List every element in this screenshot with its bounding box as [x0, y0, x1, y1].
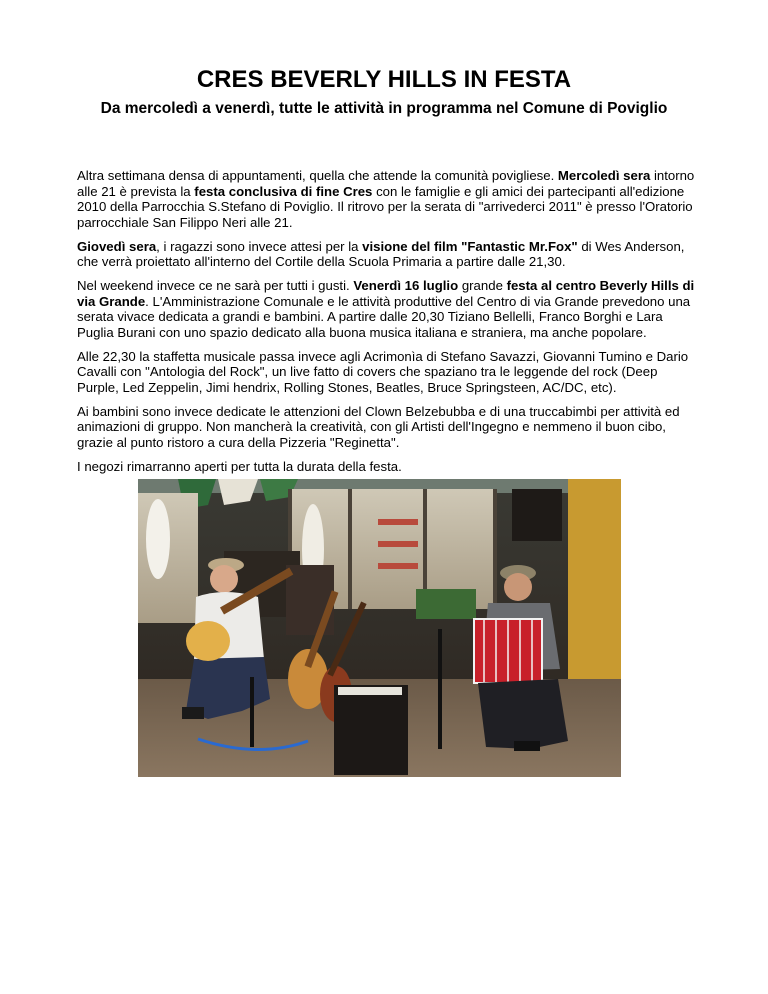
text-span: intorno alle 21 è prevista la: [77, 168, 695, 199]
bold-text-span: festa conclusiva di fine Cres: [194, 183, 373, 199]
paragraph: [77, 459, 702, 475]
paragraph: [77, 239, 702, 270]
text-span: Altra settimana densa di appuntamenti, quella che attende la comunità povigliese.: [77, 168, 558, 183]
bold-text-span: Venerdì 16 luglio: [353, 278, 459, 293]
paragraph: [77, 349, 702, 396]
text-span: . L'Amministrazione Comunale e le attività produttive del Centro di via Grande prevedono una serata vivace dedicata a grandi e bambini. A partire dalle 20,30 Tiziano Bellelli, Franco Borghi e Lara Puglia Burani con uno spazio dedicato alla buona musica italiana e straniera, ma anche popolare.: [77, 293, 691, 340]
bold-text-span: Mercoledì sera: [557, 168, 651, 183]
text-span: , i ragazzi sono invece attesi per la: [156, 238, 363, 254]
document-subtitle: Da mercoledì a venerdì, tutte le attività in programma nel Comune di Poviglio: [100, 100, 668, 117]
bold-text-span: visione del film "Fantastic Mr.Fox": [362, 238, 578, 254]
text-span: Ai bambini sono invece dedicate le attenzioni del Clown Belzebubba e di una truccabimbi per attività ed animazioni di gruppo. Non mancherà la creatività, con gli Artisti dell'Ingegno e nemmeno il buon cibo, grazie al punto ristoro a cura della Pizzeria "Reginetta".: [77, 403, 680, 450]
text-span: di Wes Anderson, che verrà proiettato all'interno del Cortile della Scuola Primaria a partire dalle 21,30.: [77, 238, 685, 269]
text-span: grande: [458, 278, 507, 293]
bold-text-span: festa al centro Beverly Hills di via Grande: [77, 278, 695, 309]
text-span: Nel weekend invece ce ne sarà per tutti i gusti.: [77, 278, 354, 293]
bold-text-span: Giovedì sera: [77, 238, 157, 254]
musicians-illustration: [138, 479, 621, 777]
document-title: CRES BEVERLY HILLS IN FESTA: [196, 66, 572, 93]
paragraph: [77, 168, 702, 230]
paragraph: [77, 278, 702, 340]
event-photo: [138, 479, 621, 777]
text-span: con le famiglie e gli amici dei partecipanti all'edizione 2010 della Parrocchia S.Stefano di Poviglio. Il ritrovo per la serata di "arrivederci 2011" è presso l'Oratorio parrocchiale San Filippo Neri alle 21.: [77, 183, 693, 230]
text-span: I negozi rimarranno aperti per tutta la durata della festa.: [77, 458, 402, 474]
article-body: [77, 168, 702, 483]
text-span: Alle 22,30 la staffetta musicale passa invece agli Acrimonìa di Stefano Savazzi, Giovanni Tumino e Dario Cavalli con "Antologia del Rock", un live fatto di covers che spaziano tra le leggende del rock (Deep Purple, Led Zeppelin, Jimi hendrix, Rolling Stones, Beatles, Bruce Springsteen, AC/DC, etc).: [77, 348, 689, 395]
paragraph: [77, 404, 702, 451]
